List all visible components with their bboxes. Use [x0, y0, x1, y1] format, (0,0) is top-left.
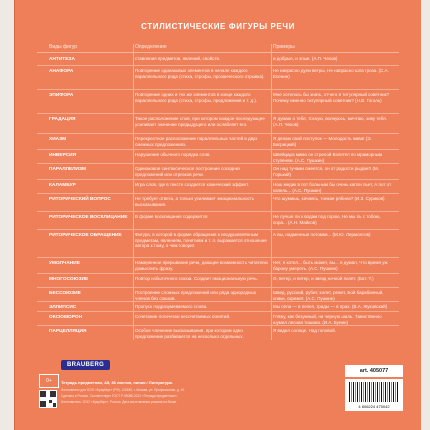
figure-definition: Перекрестное расположение параллельных частей в двух смежных предложениях.: [135, 136, 258, 147]
header-term: Виды фигур: [49, 44, 77, 50]
figure-example: Нет, я хотел... быть может, вы... я думал, Что время уж барону умереть. (А.С. Пушкин): [273, 260, 388, 271]
figure-example: Гляжу, как безумный, на черную шаль. Таинственно шумел лесная тишина. (И.А. Бунин): [273, 314, 382, 325]
figure-definition: Пропуск подразумеваемого слова.: [135, 304, 208, 309]
table-row: [37, 180, 399, 194]
table-row: [37, 312, 399, 326]
figure-definition: В форме восклицания содержится: [135, 214, 208, 219]
table-row: [37, 164, 399, 180]
page-title: СТИЛИСТИЧЕСКИЕ ФИГУРЫ РЕЧИ: [141, 22, 295, 31]
table-row: [37, 230, 399, 258]
figure-definition: Повтор избыточного союза. Создает эмоциональную речь.: [135, 276, 258, 281]
figure-term: ГРАДАЦИЯ: [49, 117, 76, 122]
table-row: [37, 194, 399, 212]
figure-term: КАЛАМБУР: [49, 183, 76, 188]
table-row: [37, 66, 399, 90]
header-divider: [37, 52, 399, 53]
figure-term: БЕССОЮЗИЕ: [49, 291, 81, 296]
figure-definition: Такое расположение слов, при котором каждое последующее усиливает значение предыдущего или ослабляет его.: [135, 116, 265, 127]
figure-definition: Намеренное прерывание речи, дающее возможность читателю домыслить фразу.: [135, 260, 268, 271]
brauberg-logo: BRAUBERG: [61, 360, 110, 370]
figure-definition: Особое членение высказывания, при котором одно предложение разбивается на несколько отдельных.: [135, 328, 244, 339]
figure-term: ИНВЕРСИЯ: [49, 153, 77, 158]
figure-example: Я думаю о тебе, тоскую, волнуюсь, мечтаю, зову тебя. (А.П. Чехов): [273, 116, 387, 127]
figure-example: и добрые, и злые. (А.П. Чехов): [273, 56, 338, 61]
figure-term: АНТИТЕЗА: [49, 57, 75, 62]
figure-example: Не напрасно дули ветры, Не напрасно шла гроза. (С.А. Есенин): [273, 68, 389, 79]
figure-term: ЭПИФОРА: [49, 93, 74, 98]
product-line: Тетрадь предметная, А5, 36 листов, линия / Литература.: [61, 380, 173, 385]
figure-example: Не лучше ли к водам под горою, Не мы ль с тобою, пора... (А.Н. Майков): [273, 214, 381, 225]
figure-term: ОКСЮМОРОН: [49, 315, 83, 320]
table-row: [37, 288, 399, 302]
figure-term: РИТОРИЧЕСКОЕ ВОСКЛИЦАНИЕ: [49, 215, 128, 220]
figure-definition: Повторение одинаковых элементов в начале каждого параллельного ряда (стиха, строфы, прозаического отрывка).: [135, 68, 265, 79]
table-row: [37, 150, 399, 164]
figure-definition: Игра слов, где в тексте создается комический эффект.: [135, 182, 250, 187]
figure-example: Он над тучами смеется, он от радости рыдает! (М. Горький): [273, 166, 380, 177]
figure-term: РИТОРИЧЕСКОЕ ОБРАЩЕНИЕ: [49, 233, 122, 238]
table-row: [37, 326, 399, 342]
figure-example: Швед, русский, рубит, колет, режет, Бой барабанный, клики, скрежет. (А.С. Пушкин): [273, 290, 384, 301]
table-row: [37, 54, 399, 66]
figure-term: РИТОРИЧЕСКИЙ ВОПРОС: [49, 197, 111, 202]
figure-definition: Построение сложных предложений или ряда однородных членов без союзов.: [135, 290, 256, 301]
table-row: [37, 114, 399, 134]
figure-definition: Одинаковое синтаксическое построение соседних предложений или отрезков речи.: [135, 166, 241, 177]
fine-print-line: Изготовлено для ООО «Брауберг» (РФ), 119180, г. Москва, ул. Профсоюзная, д. 19.: [61, 388, 185, 392]
figure-example: Мы сёла — в пепел, грады — в прах. (В.А. Жуковский): [273, 304, 388, 309]
figure-term: ЭЛЛИПСИС: [49, 305, 77, 310]
figure-definition: Фигура, в которой в форме обращения к неодушевлённым предметам, явлениям, понятиям и т. п. выражается отношение автора к тому, о чем говорит.: [135, 232, 267, 248]
notebook-back-cover: [14, 0, 421, 430]
figure-example: Мне хотелось бы знать, отчего я титулярный советник? Почему именно титулярный советник? (Н.В. Гоголь): [273, 92, 390, 103]
table-row: [37, 302, 399, 312]
figure-example: Что шумишь, качаясь, тонкая рябина? (И.З. Суриков): [273, 196, 385, 201]
figure-example: Я делаю свой поступок — Молодость жива! (Э. Багрицкий): [273, 136, 372, 147]
figure-term: ПАРАЛЛЕЛИЗМ: [49, 167, 86, 172]
figure-example: Швейцара мимо он стрелой Взлетел по мраморным ступеням. (А.С. Пушкин): [273, 152, 383, 163]
figure-term: УМОЛЧАНИЕ: [49, 261, 80, 266]
header-example: Примеры: [273, 44, 295, 50]
figure-definition: Не требует ответа, а только усиливает эмоциональность высказывания.: [135, 196, 255, 207]
table-row: [37, 90, 399, 114]
table-row: [37, 274, 399, 288]
article-number: art. 405077: [345, 365, 403, 377]
figure-example: А вы, надменные потомки... (М.Ю. Лермонтов): [273, 232, 371, 237]
figure-example: Наш медик в пот больным бы очень капли пьет, А пот от капель... (А.С. Пушкин): [273, 182, 392, 193]
figure-definition: Нарушение обычного порядка слов.: [135, 152, 211, 157]
qr-code-icon: [39, 390, 57, 408]
fine-print-line: Сделано в России. Соответствует ГОСТ Р 55088-2012 «Тетради предметные».: [61, 394, 178, 398]
figure-example: Я видел солнце. Над головой.: [273, 328, 336, 333]
barcode-number: 4 606224 475042: [358, 404, 390, 409]
figure-term: АНАФОРА: [49, 69, 74, 74]
fine-print-line: Изготовитель: ООО «Брауберг», Россия. Дата изготовления указана на блоке.: [61, 400, 178, 404]
table-row: [37, 212, 399, 230]
figure-example: О, ветер, и ветер, и звезд ночной полет. (Бат.-Т.): [273, 276, 374, 281]
table-row: [37, 134, 399, 150]
figure-definition: Повторение одних и тех же элементов в конце каждого параллельного ряда (стиха, строфы, предложения и т. д.).: [135, 92, 258, 103]
figure-term: МНОГОСОЮЗИЕ: [49, 277, 89, 282]
barcode-bars: [349, 382, 399, 402]
table-row: [37, 258, 399, 274]
figure-definition: ставления предметов, явлений, свойств.: [135, 56, 221, 61]
figure-term: ХИАЗМ: [49, 137, 67, 142]
age-rating-badge: 0+: [39, 374, 59, 388]
barcode: [345, 379, 403, 411]
header-definition: Определение: [135, 44, 167, 50]
figure-definition: Сочетание логически несочетаемых понятий.: [135, 314, 231, 319]
figure-term: ПАРЦЕЛЛЯЦИЯ: [49, 329, 87, 334]
